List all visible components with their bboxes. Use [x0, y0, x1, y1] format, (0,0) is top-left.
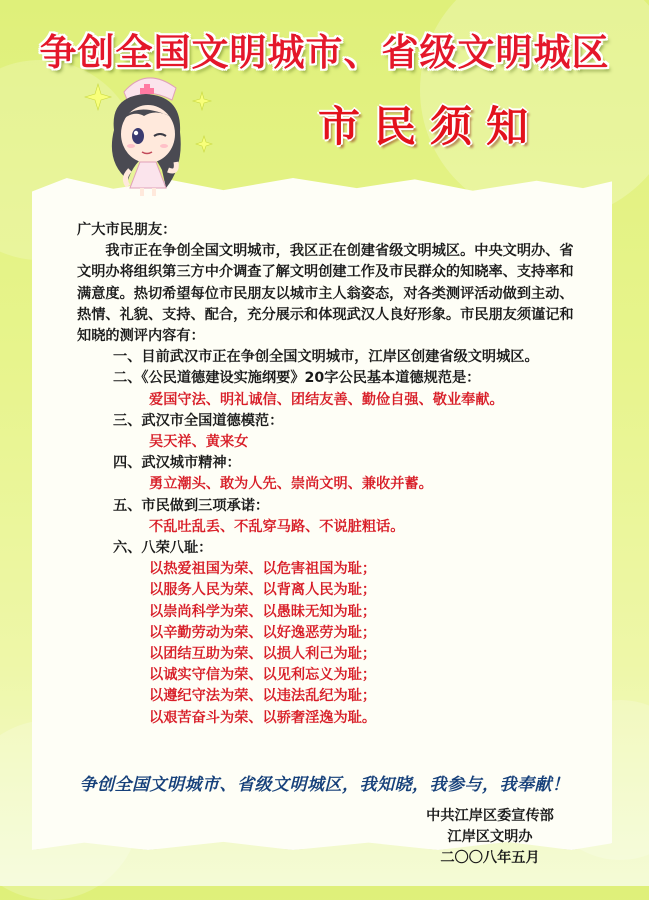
item-two-detail: 爱国守法、明礼诚信、团结友善、勤俭自强、敬业奉献。 [149, 391, 504, 408]
signature-block [410, 806, 570, 869]
honor-line: 以辛勤劳动为荣、以好逸恶劳为耻； [149, 624, 377, 641]
item-four: 四、武汉城市精神： [113, 455, 241, 472]
signature-date: 二〇〇八年五月 [440, 850, 540, 866]
honor-line: 以崇尚科学为荣、以愚昧无知为耻； [149, 603, 377, 620]
salutation: 广大市民朋友： [77, 222, 177, 238]
item-four-detail: 勇立潮头、敢为人先、崇尚文明、兼收并蓄。 [149, 476, 433, 493]
intro-paragraph: 我市正在争创全国文明城市，我区正在创建省级文明城区。中央文明办、省文明办将组织第三方中介调查了解文明创建工作及市民群众的知晓率、支持率和满意度。热切希望每位市民朋友以城市主人翁姿态，对各类测评活动做到主动、热情、礼貌、支持、配合，充分展示和体现武汉人良好形象。市民朋友须谨记和知晓的测评内容有： [77, 243, 574, 345]
honor-line: 以团结互助为荣、以损人利己为耻； [149, 646, 377, 663]
item-two: 二、《公民道德建设实施纲要》20字公民基本道德规范是： [113, 370, 481, 387]
headline: 争创全国文明城市、省级文明城区 [39, 31, 610, 74]
item-six: 六、八荣八耻： [113, 540, 213, 557]
notice-body [77, 220, 587, 729]
page-title: 市民须知 [317, 102, 542, 151]
honor-line: 以诚实守信为荣、以见利忘义为耻； [149, 667, 377, 684]
honor-line: 以艰苦奋斗为荣、以骄奢淫逸为耻。 [149, 709, 377, 726]
signature-org-2: 江岸区文明办 [447, 829, 533, 845]
cartoon-girl-illustration [84, 70, 214, 198]
item-one: 一、目前武汉市正在争创全国文明城市，江岸区创建省级文明城区。 [113, 349, 539, 366]
honor-line: 以热爱祖国为荣、以危害祖国为耻； [149, 561, 377, 578]
item-three: 三、武汉市全国道德模范： [113, 412, 284, 429]
signature-org-1: 中共江岸区委宣传部 [426, 808, 554, 824]
item-three-detail: 吴天祥、黄来女 [149, 434, 249, 451]
honor-line: 以遵纪守法为荣、以违法乱纪为耻； [149, 688, 377, 705]
item-five: 五、市民做到三项承诺： [113, 497, 270, 514]
honor-line: 以服务人民为荣、以背离人民为耻； [149, 582, 377, 599]
item-five-detail: 不乱吐乱丢、不乱穿马路、不说脏粗话。 [149, 518, 405, 535]
slogan: 争创全国文明城市、省级文明城区，我知晓，我参与，我奉献！ [79, 775, 570, 795]
